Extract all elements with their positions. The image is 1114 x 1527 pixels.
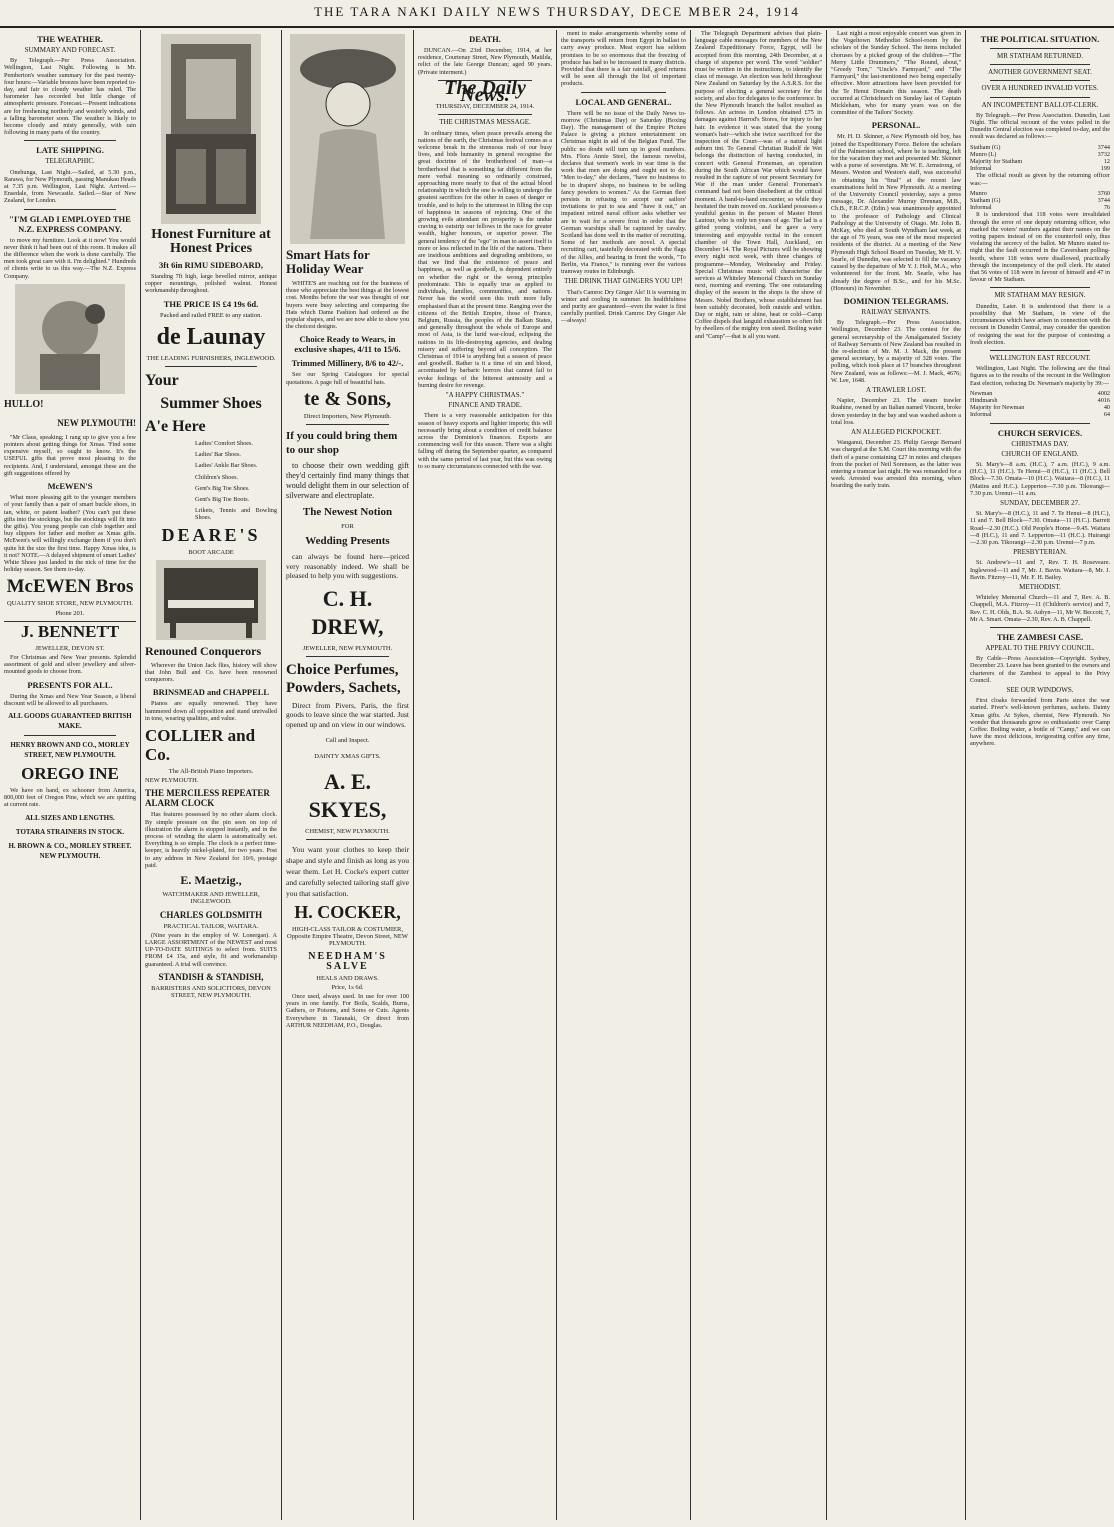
telegraph-text: The Telegraph Department advises that plain-language cable messages for members of the New Zealand Expeditionary Force, Egypt, will be accepted from this morning, 24th December, at a charge of sixpence per word. The word "soldier" must be written in the instructions, to identify the class of message. An election was held throughout New Zealand on Saturday by the A.S.R.S. for the purpose of electing a general secretary for the society, and also for delegates to the conference. In the New Plymouth branch the ballot resulted as follows. An actress in London obtained £75 in damages against Harrod's Stores, for injury to her hair. In evidence it was stated that the young woman's hair—which she twice sacrificed for the inspection of the Court—was of a natural light auburn tint. To General Christian Rudolf de Wet belongs the distinction of having conducted, in concert with General Froneman, an operation during the South African War which would have resulted in the capture of our present Secretary for War if the man under General Froneman's command had not been disobedient at the critical moment. A hand-to-hand encounter, so while they hesitated the train moved on. Auckland possesses a youthful genius in the person of Master Henri Lautour, who is only ten years of age. The lad is a gifted young violinist, and he gave a very interesting and enjoyable recital in the concert chamber of the Town Hall, Auckland, on December 14. The Royal Pictures will be showing every night next week, with three changes of programme—Monday, Wednesday and Friday. Special Christmas music will characterise the services at Whiteley Memorial Church on Sunday next, morning and evening. The one outstanding display of the season in the shops is the show of Messrs. Nobel Brothers, whose establishment has been suitably decorated, both outside and within. Day or night, rain or shine, heat or cold—Camp Coffee dispels that languid exhaustion so often felt by dwellers of the mighty iron steed. Boiling water and "Camp"—that is all you want. (695, 30, 822, 340)
concert-text: Last night a most enjoyable concert was given in the Vogeltown Methodist School-room by the scholars of the Sunday School. The items included choruses by a picked group of the children—"The Merry Little Drummers," "The Round, about," "Greedy Tom," "Uncle's Farmyard," and "The Farmyard," the last-mentioned two being especially effective. More attractions have been provided for the Te Henui Domain this season. The death occurred at Christchurch on Sunday last of Captain Mickleham, who for many years was on the committee of the Tailors' Society. (831, 30, 961, 117)
finance-text: There is a very reasonable anticipation for this season of heavy exports and lighter imports; this will necessarily bring about a condition of credit balance across the Dominion's finances. Exports are commencing well for this season. There was a slight falling off during the September quarter, as compared with the same period of last year, but this was owing to so many circumstances connected with the war. (418, 412, 552, 470)
hats-trimmed: Trimmed Millinery, 8/6 to 42/-. (291, 358, 404, 369)
death-text: DUNCAN.—On 23rd December, 1914, at her residence, Courtenay Street, New Plymouth, Matilda, relict of the late George Duncan; aged 90 years. (Private interment.) (418, 47, 552, 76)
furniture-title: Honest Furniture at Honest Prices (151, 227, 271, 256)
table-row (970, 390, 1110, 397)
choice-title: Choice Perfumes, Powders, Sachets, (286, 661, 401, 696)
candidate-name: Statham (G) (970, 143, 1001, 151)
presbyterian-text: St. Andrew's—11 and 7, Rev. T. H. Roseveare. Inglewood—11 and 7, Mr. J. Bavin. Waitara—8, Mr. J. Bavin. Fitzroy—11, Mr. F. H. Bailey. (970, 559, 1110, 581)
henry-brown-footer: H. BROWN & CO., MORLEY STREET. NEW PLYMOUTH. (8, 841, 132, 860)
divider (24, 735, 116, 736)
presbyterian-heading: PRESBYTERIAN. (1013, 548, 1067, 557)
vote-count: 4016 (1097, 396, 1110, 404)
local-text: There will be no issue of the Daily News to-morrow (Christmas Day) or Saturday (Boxing Day). The management of the Empire Picture Palace is giving a picture entertainment on Christmas night in aid of the Belgian Fund. The public no doubt will turn up in good numbers. Mrs. Flora Annie Steel, the famous novelist, declares that women's work in war time is the work that men are doing and ought not to do. "Men to-day," she declares, "have no business to be in drapers' shops, no business to be selling fancy powders to women." As the German fleet persists in refusing to accept our sailors' invitations to put to sea and "have it out," an impatient retired naval officer asks whether we are to wait for a severe frost in order that the German warships shall be captured by cavalry. Scotland has done well in the matter of recruiting. Some of her methods are novel. A special recruiting cart, tastefully decorated with the flags of the Allies, and bearing in front the words, "To Berlin, via France," is running over the various tramway routes in Edinburgh. (561, 109, 686, 276)
mcewen-bros-sub: QUALITY SHOE STORE, NEW PLYMOUTH. (7, 600, 133, 608)
hullo-text: "Mr Claus, speaking; I rang up to give you a few pointers about getting things for Xmas. 'Find some expensive myself, so ought to know. It's the USEFUL gifts that prove most pleasing to the recipients. And, I understand, amongst these are the gift suggestions offered by (4, 433, 136, 477)
launay-sub: THE LEADING FURNISHERS, INGLEWOOD. (146, 354, 276, 362)
weather-text: By Telegraph.—Per Press Association. Wellington, Last Night. Following is Mr. Pemberton's weather summary for the past twenty-four hours:—Variable breezes have been reported to-day, and fair to cloudy weather has ruled. The barometer has recorded but little change of atmospheric pressure. Forecast.—Present indications are for freshening northerly and westerly winds, and a falling barometer soon. The weather is likely to become cloudy and misty generally, with rain following in many parts of the country. (4, 57, 136, 137)
notion-for: FOR (341, 523, 354, 531)
column-2 (145, 30, 277, 1520)
hullo-heading: HULLO! (4, 398, 44, 410)
page-masthead: THE TARA NAKI DAILY NEWS THURSDAY, DECE MBER 24, 1914 (0, 0, 1114, 28)
appeal-heading: APPEAL TO THE PRIVY COUNCIL. (985, 644, 1095, 652)
row-label: Informal (970, 411, 992, 419)
coe-text: St. Mary's—8 a.m. (H.C.), 7 a.m. (H.C.), 9 a.m. (H.C.), 11 (H.C.). Te Henui—8 (H.C.), 11 (H.C.). Bell Block—7.30. Omata—10 (H.C.). Waitara—8 (H.C.), 11 (Matins and H.C.). Lepperton—7.30 p.m. Tikorangi—7.30 p.m. Urenui—11 a.m. (970, 460, 1110, 497)
paper-masthead: The Daily News. (444, 76, 526, 107)
your-heading: Your (145, 372, 179, 390)
divider (306, 839, 389, 840)
clerk-heading: AN INCOMPETENT BALLOT-CLERK. (981, 100, 1099, 109)
candidate-name: Hindmarsh (970, 396, 998, 404)
sons-sub: Direct Importers, New Plymouth. (303, 412, 392, 420)
vote-count: 3732 (1097, 150, 1110, 158)
candidate-name: Newman (970, 389, 993, 397)
sunday-heading: SUNDAY, DECEMBER 27. (1000, 498, 1080, 507)
dainty-label: DAINTY XMAS GIFTS. (314, 752, 381, 760)
christmas-day-heading: CHRISTMAS DAY. (1011, 439, 1069, 448)
hats-title: Smart Hats for Holiday Wear (286, 247, 370, 276)
divider (306, 656, 389, 657)
railway-heading: RAILWAY SERVANTS. (861, 307, 931, 316)
top-text: ment to make arrangements whereby some of the transports will return from Egypt in ballast to carry away produce. Meat export has seldom promises to be so enormous that the freezing of produce has had to be increased in many districts. Provided that there is a fair rainfall, good returns will be seen all through the list of important products. (561, 30, 686, 88)
column-5 (561, 30, 686, 1520)
choice-text: Direct from Pivers, Paris, the first goods to leave since the war started. Just opened up and on view in our windows. (286, 700, 409, 729)
merciless-heading: THE MERCILESS REPEATER ALARM CLOCK (145, 788, 270, 809)
sideboard-text: Standing 7ft high, large bevelled mirror, antique copper mountings, polished walnut. Honest workmanship throughout. (145, 273, 277, 295)
mcewen-bros-title: McEWEN Bros (6, 576, 134, 598)
shoe-item: Ladies' Ankle Bar Shoes. (195, 462, 258, 470)
maetzig-sub: WATCHMAKER AND JEWELLER, INGLEWOOD. (162, 891, 260, 906)
column-rule (965, 30, 966, 1520)
table-row (970, 197, 1110, 204)
notion-wedding: Wedding Presents (305, 535, 390, 548)
pickpocket-text: Wanganui, December 23. Philip George Bernard was charged at the S.M. Court this morning with the theft of a purse containing £27 in notes and cheques from the pocket of Neil Sorenson, as the latter was entering a tramcar last night. He was remanded for a week. Arrested was arrested this morning, when boarding the early train. (831, 439, 961, 490)
candidate-name: Munro (970, 189, 987, 197)
goldsmith-sub: PRACTICAL TAILOR, WAITARA. (163, 922, 259, 930)
wellington-heading: WELLINGTON EAST RECOUNT. (989, 353, 1091, 362)
shipping-text: Onehunga, Last Night.—Sailed, at 5.30 p.m., Rarawa, for New Plymouth, passing Manukau Heads at 7.35 p.m. Wellington, Last Night. Arrived.—Ensedale, from Newcastle. Sailed.—Star of New Zealand, for London. (4, 168, 136, 205)
railway-text: By Telegraph.—Per Press Association. Wellington, December 23. The contest for the general secretaryship of the Amalgamated Society of Railway Servants of New Zealand has resulted in the re-election of Mr. M. J. Mack, the present general secretary, by a majority of 328 votes. The polling, which took place at 17 branches throughout New Zealand, was as follows:—M. J. Mack, 4676; W. Lee, 1648. (831, 319, 961, 384)
divider (990, 627, 1090, 628)
candidate-name: Munro (L) (970, 150, 997, 158)
table-row (970, 411, 1110, 418)
windows-text: First cloaks forwarded from Paris since the war started. Piver's well-known perfumes, sachets. Dainty Xmas gifts. At Sykes, chemist, New Plymouth. No wonder that thousands grow so enthusiastic over Camp Coffee. Boiling water, a bottle of "Camp," and we can have the most delicious, invigorating coffee any time, anywhere. (970, 697, 1110, 748)
drew-sub: JEWELLER, NEW PLYMOUTH. (302, 644, 393, 652)
bennett-text: For Christmas and New Year presents. Splendid assortment of gold and silver jewellery and silver-mounted goods to choose from. (4, 653, 136, 676)
henry-brown-heading: HENRY BROWN AND CO., MORLEY STREET, NEW PLYMOUTH. (10, 740, 130, 759)
column-rule (281, 30, 282, 1520)
salve-title: NEEDHAM'S SALVE (308, 950, 387, 972)
maetzig-title: E. Maetzig., (180, 873, 242, 888)
mcewen-phone: Phone 201. (55, 609, 85, 617)
standish-title: STANDISH & STANDISH, (158, 971, 264, 982)
collier-np: NEW PLYMOUTH. (145, 777, 199, 785)
new-plymouth-heading: NEW PLYMOUTH! (57, 417, 136, 428)
vote-count: 3760 (1097, 189, 1110, 197)
hats-price: Choice Ready to Wears, in exclusive shapes, 4/11 to 15/6. (294, 334, 401, 355)
mcewens-text: What more pleasing gift to the younger members of your family than a pair of smart buckle shoes, in tan, white, or patent leather? (You can't put these gifts into the stockings, but the stockings will fit into the gifts). You young people can club together and buy slippers for father and mother as Xmas gifts. McEwen's will willingly exchange them if you don't quite hit the size the first time. Happy Xmas idea, is it not? NOTE.—A delayed shipment of smart Ladies' White Shoes just landed in the nick of time for the holiday season. See them to-day. (4, 494, 136, 574)
understood-text: It is understood that 118 votes were invalidated through the error of one deputy returning officer, who marked the voters' numbers against their names on the voting papers instead of on the counterfoil only, thus violating the secrecy of the ballot. Mr Munro stated to-night that the fault occurred in the Caversham polling-booth, where 118 votes were disallowed, practically through the incompetency of the poll clerk. He stated that 56 votes of 118 were in favour of himself and 47 in favour of Mr Statham. (970, 211, 1110, 284)
coe-heading: CHURCH OF ENGLAND. (1001, 449, 1079, 458)
divider (990, 423, 1090, 424)
goldsmith-text: (Nine years in the employ of W. Lonergan). A LARGE ASSORTMENT of the NEWEST and most UP-TO-DATE SUITINGS to select from. SUITS FROM £4 15s, and style, fit and workmanship guaranteed. A trial will convince. (145, 931, 277, 968)
column-rule (826, 30, 827, 1520)
brinsmead-text: Pianos are equally renowned. They have hammered down all opposition and stand unrivalled in tone, wearing qualities, and value. (145, 700, 277, 722)
personal-text: Mr. H. D. Skinner, a New Plymouth old boy, has joined the Expeditionary Force. Before the scholars of the Palmerston school, where he is teaching, left for the vacation they met and presented Mr. Skinner with a purse of sovereigns. Mr W. E. Armstrong, of Messrs. Weston and Weston's staff, was successful in obtaining his "final" at the recent law examinations held in New Plymouth. At a meeting of the University Council yesterday, says a press message, Dr. Alexander Murray Drennan, M.B., Ch.B., F.R.C.P. (Edin.) was unanimously appointed to the professor of Pathology and Clinical Pathology at the University of Otago. Mr. John B. McKay, who died at South Wyndham last week, at the age of 76 years, was one of the most respected residents of the district. At a meeting of the New Plymouth High School Board on Tuesday, Mr H. V. Searle, of Dunedin, was selected to fill the vacancy caused by the departure of Mr Y. J. Holt, M.A., who volunteered for the front. Mr. Searle, who has already the degree of B.Sc., and for his M.Sc. (Honours) in November. (831, 133, 961, 292)
vote-count: 12 (1103, 158, 1110, 166)
bennett-sub: JEWELLER, DEVON ST. (35, 644, 105, 652)
vote-count: 4002 (1097, 389, 1110, 397)
sizes-label: ALL SIZES AND LENGTHS. (25, 813, 115, 822)
appeal-text: By Cable—Press Association—Copyright. Sydney, December 23. Leave has been granted to the owners and charterers of the Zambesi to appeal to the Privy Council. (970, 655, 1110, 684)
divider (24, 140, 116, 141)
trawler-text: Napier, December 23. The steam trawler Ruahine, owned by an Italian named Vincent, broke down yesterday in the bay and was washed ashore a total loss. (831, 397, 961, 426)
resign-heading: MR STATHAM MAY RESIGN. (994, 291, 1086, 300)
column-7 (831, 30, 961, 1520)
divider (581, 92, 666, 93)
mcewens-label: McEWEN'S (47, 481, 93, 492)
column-4 (418, 30, 552, 1520)
dunedin-results-table (970, 144, 1110, 173)
santa-telephone-illustration (15, 284, 125, 394)
table-row (970, 151, 1110, 158)
divider (990, 350, 1090, 351)
sideboard-heading: 3ft 6in RIMU SIDEBOARD, (159, 260, 263, 270)
vote-count: 76 (1103, 204, 1110, 212)
piano-illustration (156, 560, 266, 640)
shoe-item: Lrikets, Tennis and Bowling Shoes. (195, 507, 277, 522)
totara-label: TOTARA STRAINERS IN STOCK. (15, 827, 125, 836)
dominion-heading: DOMINION TELEGRAMS. (843, 295, 949, 306)
table-row (970, 158, 1110, 165)
sideboard-illustration (161, 34, 261, 224)
methodist-heading: METHODIST. (1019, 582, 1061, 591)
divider (165, 366, 257, 367)
pickpocket-heading: AN ALLEGED PICKPOCKET. (851, 427, 941, 436)
summer-shoes-heading: Summer Shoes (160, 395, 262, 413)
drew-title: C. H. DREW, (311, 585, 384, 639)
brinsmead-heading: BRINSMEAD and CHAPPELL (152, 687, 270, 698)
skyes-title: A. E. SKYES, (308, 768, 387, 822)
official-results-table (970, 190, 1110, 212)
sunday-text: St. Mary's—8 (H.C.), 11 and 7. Te Henui—8 (H.C.), 11 and 7. Bell Block—7.30. Omata—11 (H.C.). Barrett Road—2.30 (H.C.). Old People's Home—9.45. Waitara—8 (H.C.), 11 and 7. Lepperton—11 (H.C.). Huirangi—2.30 p.m. Tikorangi—2.30 p.m. Urenui—7 p.m. (970, 510, 1110, 546)
weather-subheading: SUMMARY AND FORECAST. (24, 46, 116, 54)
column-6 (695, 30, 822, 1520)
shoe-item: Ladies' Bar Shoes. (195, 451, 241, 459)
seat-heading: ANOTHER GOVERNMENT SEAT. (988, 68, 1092, 77)
divider (990, 48, 1090, 49)
divider (990, 287, 1090, 288)
row-label: Informal (970, 204, 992, 212)
express-text: to move my furniture. Look at it now! You would never think it had been out of this room. It makes all the difference when the work is done carefully. The men took great care with it. I'm delighted." Hundreds of clients write to us this way.—The N.Z. Express Company. (4, 236, 136, 280)
hats-note: See our Spring Catalogues for special quotations. A page full of beautiful hats. (286, 371, 409, 386)
column-rule (556, 30, 557, 1520)
express-heading: "I'M GLAD I EMPLOYED THE N.Z. EXPRESS COMPANY. (9, 213, 131, 234)
trawler-heading: A TRAWLER LOST. (865, 385, 927, 394)
bennett-title: J. BENNETT (4, 621, 136, 641)
vote-count: 40 (1103, 404, 1110, 412)
official-text: The official result as given by the returning officer was:— (970, 172, 1110, 187)
table-row (970, 397, 1110, 404)
table-row (970, 190, 1110, 197)
renowned-text: Wherever the Union Jack flies, history will show that John Bull and Co. have been renowned conquerors. (145, 661, 277, 684)
divider (438, 114, 532, 115)
death-heading: DEATH. (469, 34, 501, 44)
are-here-heading: A'e Here (145, 418, 206, 436)
cocker-title: H. COCKER, (294, 902, 401, 923)
lady-hat-illustration (290, 34, 405, 244)
launay-title: de Launay (156, 323, 266, 350)
table-row (970, 144, 1110, 151)
divider (990, 80, 1090, 81)
presents-heading: PRESENTS FOR ALL. (27, 679, 113, 690)
row-label: Informal (970, 165, 992, 173)
candidate-name: Statham (G) (970, 197, 1001, 205)
vote-count: 199 (1100, 165, 1110, 173)
salve-text: Once used, always used. In use for over 100 years in one family. For Boils, Scalds, Burns, Gathers, or Poisons, and Sores or Cuts. Agents Everywhere in Taranaki, Or direct from ARTHUR NEEDHAM, P.O., Douglas. (286, 993, 409, 1029)
shoe-list (145, 440, 277, 522)
oregon-text: We have on hand, ex schooner from America, 800,000 feet of Oregon Pine, which we are quitting at current rate. (4, 786, 136, 809)
oregon-pine-title: OREGO INE (21, 763, 119, 783)
happy-heading: "A HAPPY CHRISTMAS." (445, 390, 525, 399)
skyes-sub: CHEMIST, NEW PLYMOUTH. (305, 827, 390, 835)
row-label: Majority for Statham (970, 158, 1023, 166)
wellington-results-table (970, 390, 1110, 419)
goldsmith-title: CHARLES GOLDSMITH (159, 909, 263, 920)
column-rule (690, 30, 691, 1520)
column-3 (286, 30, 409, 1520)
inspect-label: Call and Inspect. (325, 737, 370, 745)
price-sub: Packed and railed FREE to any station. (160, 311, 262, 319)
sons-title: te & Sons, (303, 387, 392, 410)
vote-count: 3744 (1097, 197, 1110, 205)
weather-heading: THE WEATHER. (37, 34, 103, 44)
divider (990, 97, 1090, 98)
table-row (970, 165, 1110, 172)
clothes-text: You want your clothes to keep their shape and style and finish as long as you wear them. Let H. Cocke's expert cutter and carefully selected tailoring staff give you that satisfaction. (286, 845, 409, 899)
christmas-heading: THE CHRISTMAS MESSAGE. (439, 118, 531, 127)
column-1 (4, 30, 136, 1520)
zambesi-heading: THE ZAMBESI CASE. (996, 632, 1084, 642)
merciless-text: Has features possessed by no other alarm clock. By simple pressure on the pin seen on top of illustration the alarm is stopped instantly, and in the process of winding the alarm is automatically set. Everything is so simple. The clock is a perfect time-keeper, is heavily nickel-plated, for two years. Post to any address in New Zealand for 10/6, postage paid. (145, 811, 277, 869)
divider (306, 424, 389, 425)
price-heading: THE PRICE IS £4 19s 6d. (163, 298, 259, 309)
salve-price: Price, 1s 6d. (331, 983, 364, 991)
invalid-heading: OVER A HUNDRED INVALID VOTES. (981, 84, 1099, 93)
table-row (970, 204, 1110, 211)
collier-sub: The All-British Piano Importers. (168, 768, 254, 776)
column-8 (970, 30, 1110, 1520)
deares-title: DEARE'S (161, 524, 261, 545)
political-heading: THE POLITICAL SITUATION. (980, 34, 1100, 44)
windows-heading: SEE OUR WINDOWS. (1006, 686, 1074, 695)
presents-text: During the Xmas and New Year Season, a liberal discount will be allowed to all purchasers. (4, 692, 136, 707)
divider (990, 64, 1090, 65)
finance-heading: FINANCE AND TRADE. (448, 401, 522, 410)
statham-heading: MR STATHAM RETURNED. (997, 52, 1083, 60)
wellington-text: Wellington, Last Night. The following are the final figures as to the results of the recount in the Wellington East election, reducing Dr. Newman's majority by 39:— (970, 365, 1110, 387)
shipping-subheading: TELEGRAPHIC. (45, 157, 95, 166)
shoe-item: Children's Shoes. (195, 473, 239, 481)
table-row (970, 404, 1110, 411)
bring-text: to choose their own wedding gift they'd certainly find many things that would delight them in our selection of silverware and electroplate. (286, 461, 409, 501)
column-rule (140, 30, 141, 1520)
notion-text: can always be found here—priced very reasonably indeed. We shall be pleased to help you with suggestions. (286, 552, 409, 581)
divider (24, 209, 116, 210)
christmas-text: In ordinary times, when peace prevails among the nations of the earth, the Christmas festival comes as a welcome break in the strenuous rush of our busy lives, and bids humanity in general recognise the great doctrine of the brotherhood of man—a brotherhood that is something far different from the mere verbal meaning so ordinarily construed, approaching more nearly to that of the actual blood relationship in which the one is willing to undergo the greatest sacrifices for the other in cases of danger or trouble, and to help to the uttermost in filling the cup of happiness in seasons of rejoicing. One of the growing evils attendant on prosperity is the undue craving to outstrip our fellows in the race for greater wealth, higher honours, or superior power. The general tendency of the "ego" in man to assert itself is more or less reflected in the life of the nations. There are insidious ambitions and degrading ambitions, so that we find that the existence of peace and happiness, as well as goodwill, is dependent entirely on whether the right or the wrong principles predominate. This is equally true as applied to individuals, families, communities, and nations. Never has the world seen this truth more fully emphasised than at the present time. Ranging over the citizens of the British Empire, those of France, Belgium, Russia, the peoples of the Balkan States, and generally throughout the whole of Europe and most of Asia, is the lurid war-cloud, eclipsing the nations in its life-destroying agencies, and dealing misery and suffering beyond all conception. The Christmas of 1914 is anything but a season of peace and goodwill. Rather is it a time of sin and blood, accentuated by barbaric horrors that cannot fail to evoke feelings of the bitterest animosity and a burning desire for revenge. (418, 129, 552, 389)
shoe-item: Gent's Big Toe Shoes. (195, 484, 250, 492)
british-goods: ALL GOODS GUARANTEED BRITISH MAKE. (8, 711, 132, 730)
paper-date: THURSDAY, DECEMBER 24, 1914. (435, 103, 535, 111)
cocker-sub: HIGH-CLASS TAILOR & COSTUMIER, Opposite Empire Theatre, Devon Street, NEW PLYMOUTH. (287, 926, 408, 948)
notion-heading: The Newest Notion (302, 506, 393, 519)
methodist-text: Whiteley Memorial Church—11 and 7, Rev. A. B. Chappell, M.A. Fitzroy—11 (Children's service) and 7, Rev. C. H. Olds, B.A. St. Aubyn—11, Mr W. Beccott; 7, Mr A. Smart. Omata—2.30, Rev. A. B. Chappell. (970, 594, 1110, 623)
ginger-heading: THE DRINK THAT GINGERS YOU UP! (564, 277, 683, 286)
vote-count: 3744 (1097, 143, 1110, 151)
renowned-title: Renouned Conquerors (145, 643, 262, 658)
vote-count: 64 (1103, 411, 1110, 419)
resign-text: Dunedin, Later. It is understood that there is a possibility that Mr Statham, in view of the circumstances which have arisen in connection with the recount in Dunedin Central, may consider the question of resigning the seat for the purpose of contesting a fresh election. (970, 302, 1110, 346)
deares-sub: BOOT ARCADE (188, 548, 234, 556)
bring-heading: If you could bring them to our shop (286, 430, 398, 457)
hats-text: WHITE'S are reaching out for the business of those who appreciate the best things at the lowest cost. Months before the war was thought of our buyers were busy selecting and comparing the Hats which Dame Fashion had ordered as the popular shapes, and we are now able to show you the choicest designs. (286, 280, 409, 331)
dunedin-text: By Telegraph.—Per Press Association. Dunedin, Last Night. The official recount of the votes polled in the Dunedin Central election was completed to-day, and the result was declared as follows:— (970, 111, 1110, 141)
shoe-item: Ladies' Comfort Shoes. (195, 440, 253, 448)
collier-title: COLLIER and Co. (145, 726, 256, 765)
shipping-heading: LATE SHIPPING. (36, 145, 104, 156)
standish-sub: BARRISTERS AND SOLICITORS, DEVON STREET, NEW PLYMOUTH. (151, 984, 271, 999)
ginger-text: That's Camroc Dry Ginger Ale! It is warming in winter and cooling in summer. Its healthfulness and purity are guaranteed—even the water is first carefully purified. Drink Camroc Dry Ginger Ale—always! (561, 288, 686, 325)
column-rule (413, 30, 414, 1520)
church-heading: CHURCH SERVICES. (997, 427, 1083, 438)
row-label: Majority for Newman (970, 404, 1025, 412)
local-heading: LOCAL AND GENERAL. (575, 96, 672, 107)
personal-heading: PERSONAL. (871, 120, 921, 131)
salve-sub: HEALS AND DRAWS. (316, 974, 379, 982)
shoe-item: Gent's Big Toe Boots. (195, 496, 250, 504)
